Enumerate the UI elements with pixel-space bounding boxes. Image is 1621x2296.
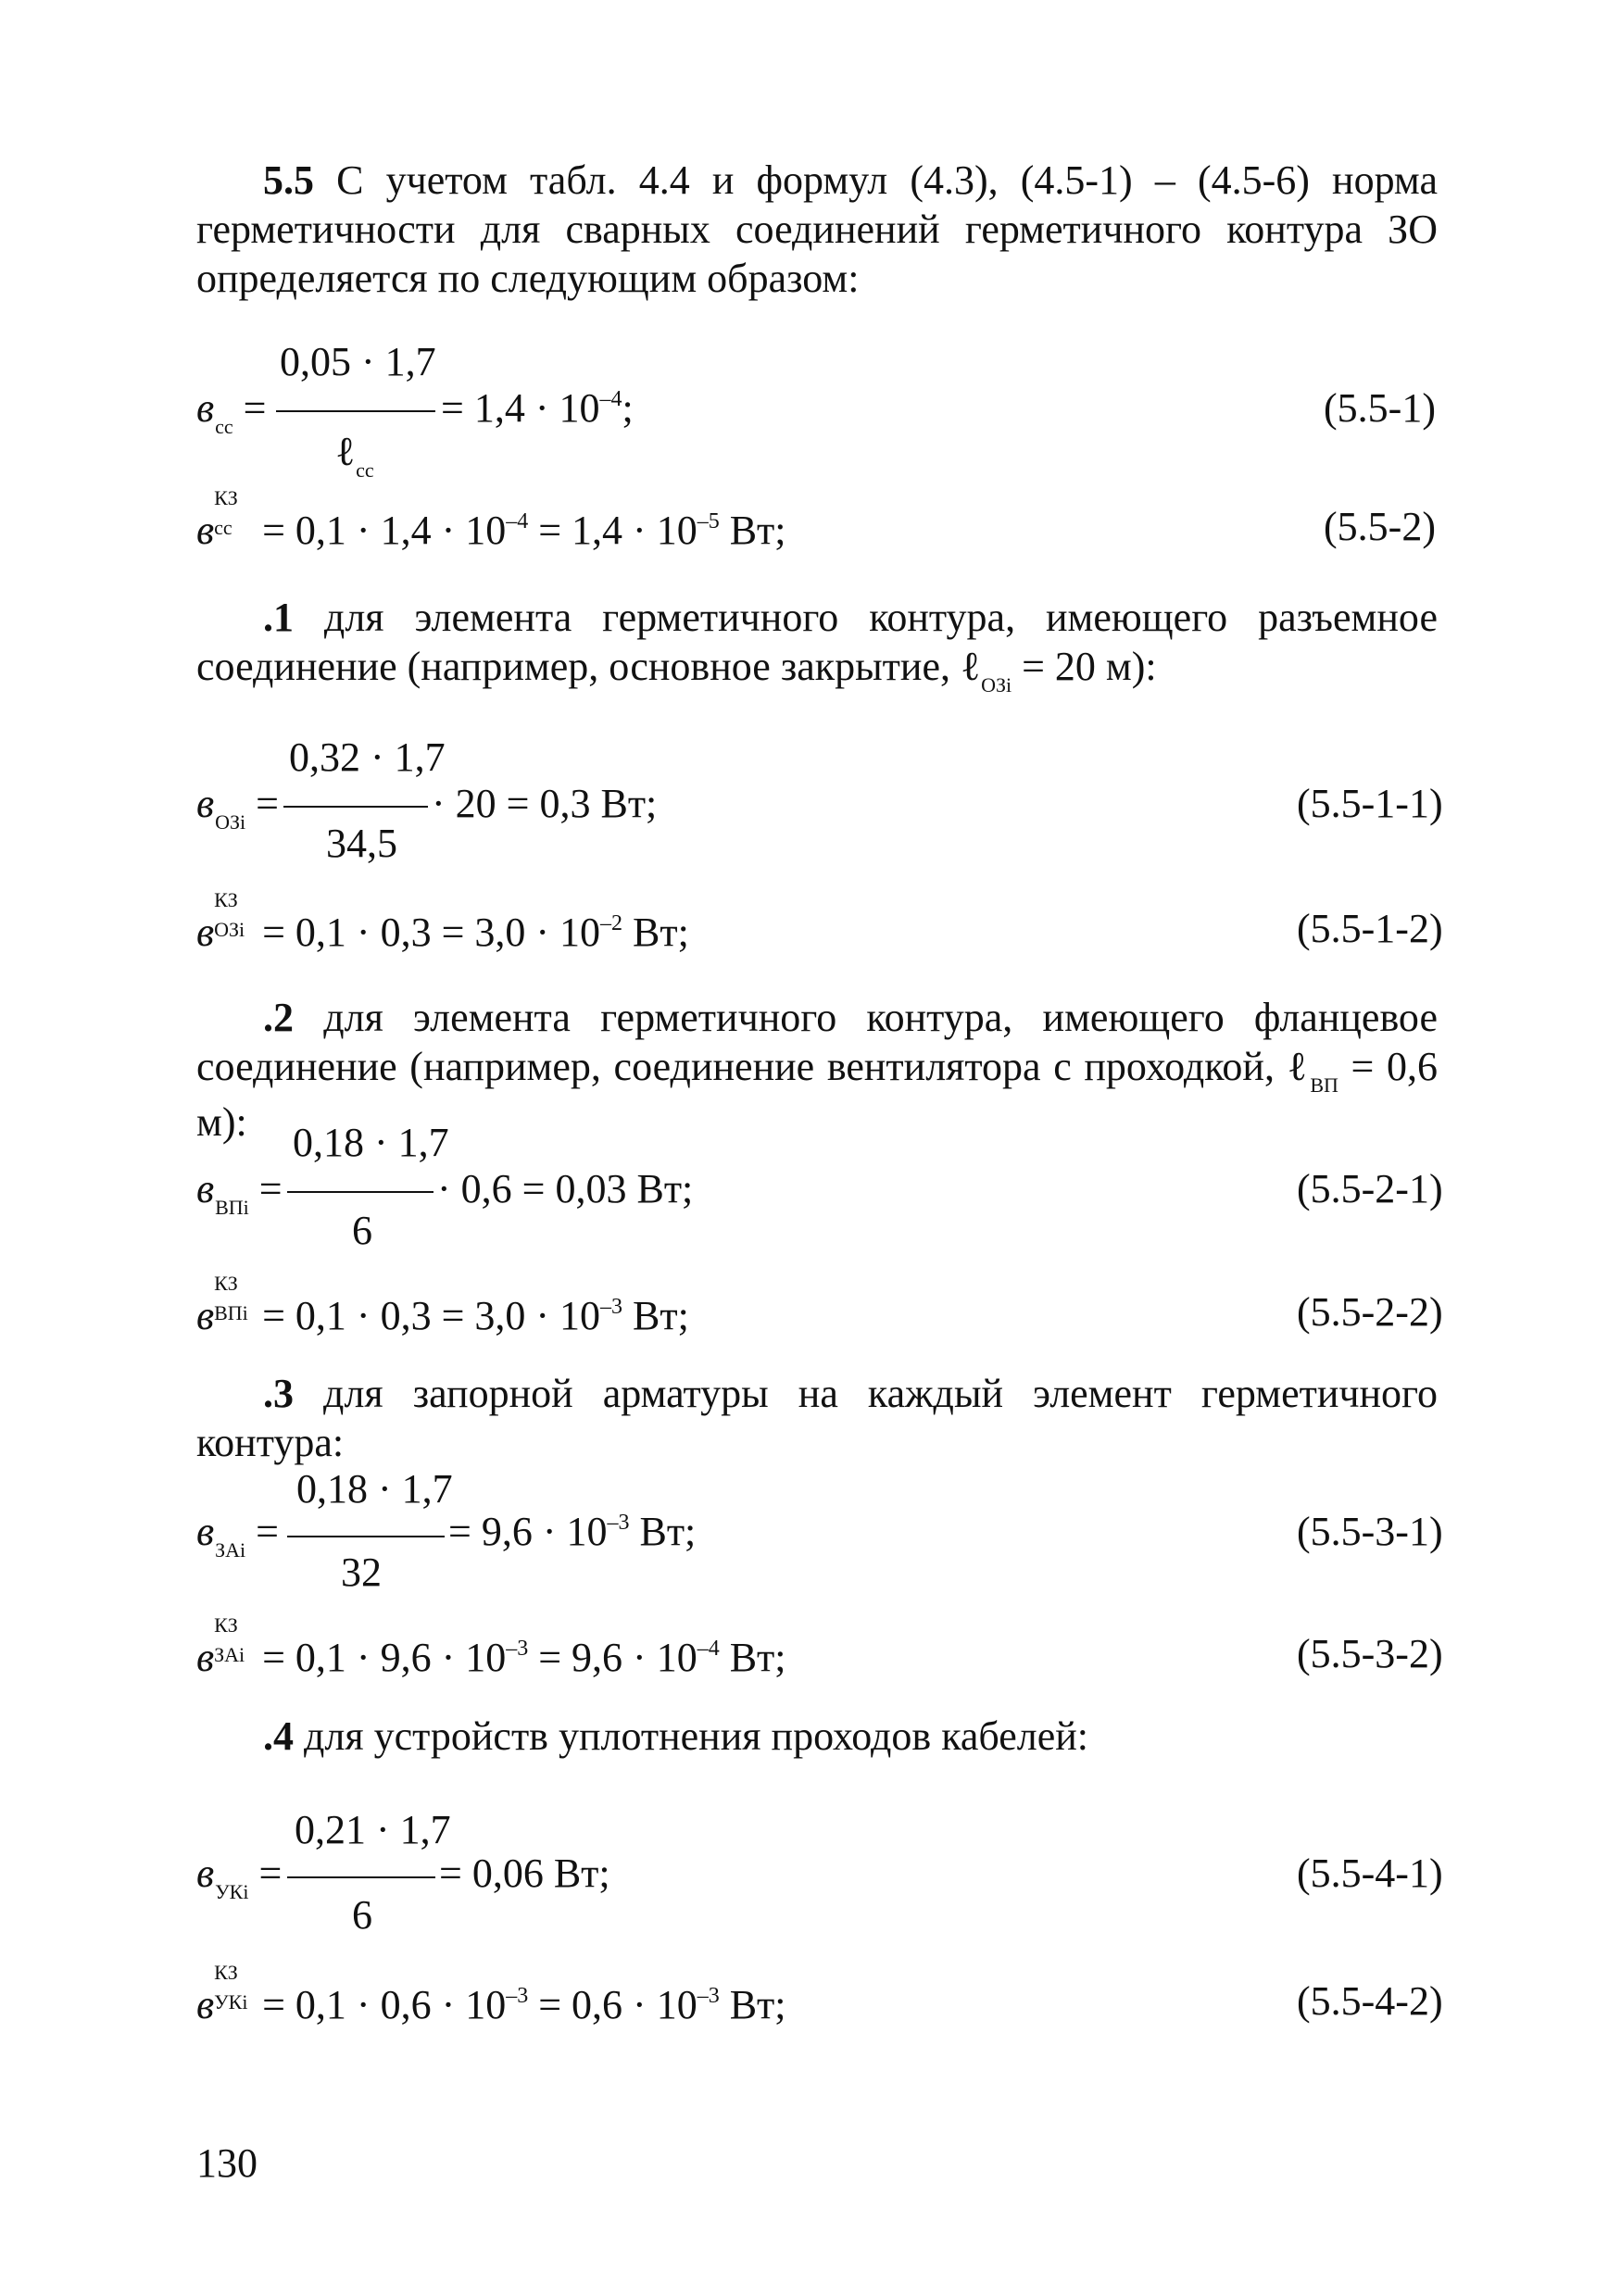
eq-3-1-lhs: $в_{ЗАi}$ = (196, 1509, 279, 1562)
equation-number: (5.5-2-2) (1297, 1289, 1443, 1335)
eq-2-2-line: в КЗ ВПi = $0,1 \cdot 0,3 = 3,0 \cdot 10^{-3}$ Вт; (196, 1272, 689, 1338)
eq-ss2-line: в КЗ сс = $0,1 \cdot 1,4 \cdot 10^{-4} = 1,4 \cdot 10^{-5}$ Вт; (196, 486, 786, 553)
eq-1-1-result: · 20 = 0,3 Вт; (432, 781, 658, 826)
equation-number: (5.5-4-1) (1297, 1851, 1443, 1896)
eq-4-2-line: в КЗ УКi = $0,1 \cdot 0,6 \cdot 10^{-3} = 0,6 \cdot 10^{-3}$ Вт; (196, 1961, 786, 2027)
equation-number: (5.5-3-1) (1297, 1509, 1443, 1554)
fraction-bar (287, 1536, 445, 1537)
eq-1-1-numerator: 0,32 · 1,7 (289, 734, 446, 780)
eq-2-1-numerator: 0,18 · 1,7 (293, 1120, 449, 1165)
eq-3-1-denominator: 32 (341, 1549, 382, 1595)
eq-3-1-result: = $9,6 \cdot 10^{-3}$ Вт; (448, 1509, 697, 1554)
eq-4-1-result: = 0,06 Вт; (439, 1851, 610, 1896)
equation-number: (5.5-2) (1324, 504, 1436, 549)
eq-ss1-result: = $1,4 \cdot 10^{-4}$; (441, 385, 634, 431)
fraction-bar (287, 1876, 435, 1878)
equation-number: (5.5-4-2) (1297, 1978, 1443, 2024)
equation-number: (5.5-1-2) (1297, 906, 1443, 951)
eq-3-2-line: в КЗ ЗАi = $0,1 \cdot 9,6 \cdot 10^{-3} = 9,6 \cdot 10^{-4}$ Вт; (196, 1613, 786, 1680)
eq-4-1-numerator: 0,21 · 1,7 (295, 1807, 451, 1852)
item-2-paragraph: .2 для элемента герметичного контура, имеющего фланцевое соединение (например, соединение вентилятора с проходкой, ℓ$_{ВП}$ = 0,6 м): (196, 995, 1438, 1145)
equation-number: (5.5-1) (1324, 385, 1436, 431)
eq-1-1-lhs: $в_{ОЗi}$ = (196, 781, 279, 834)
eq-1-2-line: в КЗ ОЗi = $0,1 \cdot 0,3 = 3,0 \cdot 10^{-2}$ Вт; (196, 888, 689, 955)
item-3-paragraph: .3 для запорной арматуры на каждый элемент герметичного контура: (196, 1371, 1438, 1465)
section-number: 5.5 (263, 157, 314, 203)
item-1-paragraph: .1 для элемента герметичного контура, имеющего разъемное соединение (например, основное закрытие, ℓ$_{ОЗi}$ = 20 м): (196, 595, 1438, 696)
eq-2-1-denominator: 6 (352, 1208, 372, 1253)
page-number: 130 (196, 2140, 258, 2186)
eq-2-1-result: · 0,6 = 0,03 Вт; (437, 1166, 694, 1211)
item-4-paragraph: .4 для устройств уплотнения проходов кабелей: (263, 1713, 1089, 1759)
eq-4-1-denominator: 6 (352, 1892, 372, 1938)
section-intro-paragraph (196, 156, 1438, 303)
fraction-bar (276, 410, 435, 412)
fraction-bar (283, 806, 428, 808)
equation-number: (5.5-2-1) (1297, 1166, 1443, 1211)
eq-ss1-denominator: ℓ$_{сс}$ (335, 429, 374, 482)
fraction-bar (287, 1191, 434, 1193)
eq-ss1-lhs: $в_{сс}$ = (196, 385, 267, 438)
eq-2-1-lhs: $в_{ВПi}$ = (196, 1166, 283, 1219)
eq-ss1-numerator: 0,05 · 1,7 (280, 339, 436, 384)
section-intro-text: С учетом табл. 4.4 и формул (4.3), (4.5-1) – (4.5-6) норма герметичности для сварных соединений герметичного контура ЗО определяется по следующим образом: (196, 157, 1438, 301)
equation-number: (5.5-3-2) (1297, 1631, 1443, 1676)
eq-3-1-numerator: 0,18 · 1,7 (296, 1466, 453, 1512)
eq-4-1-lhs: $в_{УКi}$ = (196, 1851, 283, 1903)
equation-number: (5.5-1-1) (1297, 781, 1443, 826)
eq-1-1-denominator: 34,5 (326, 821, 397, 866)
